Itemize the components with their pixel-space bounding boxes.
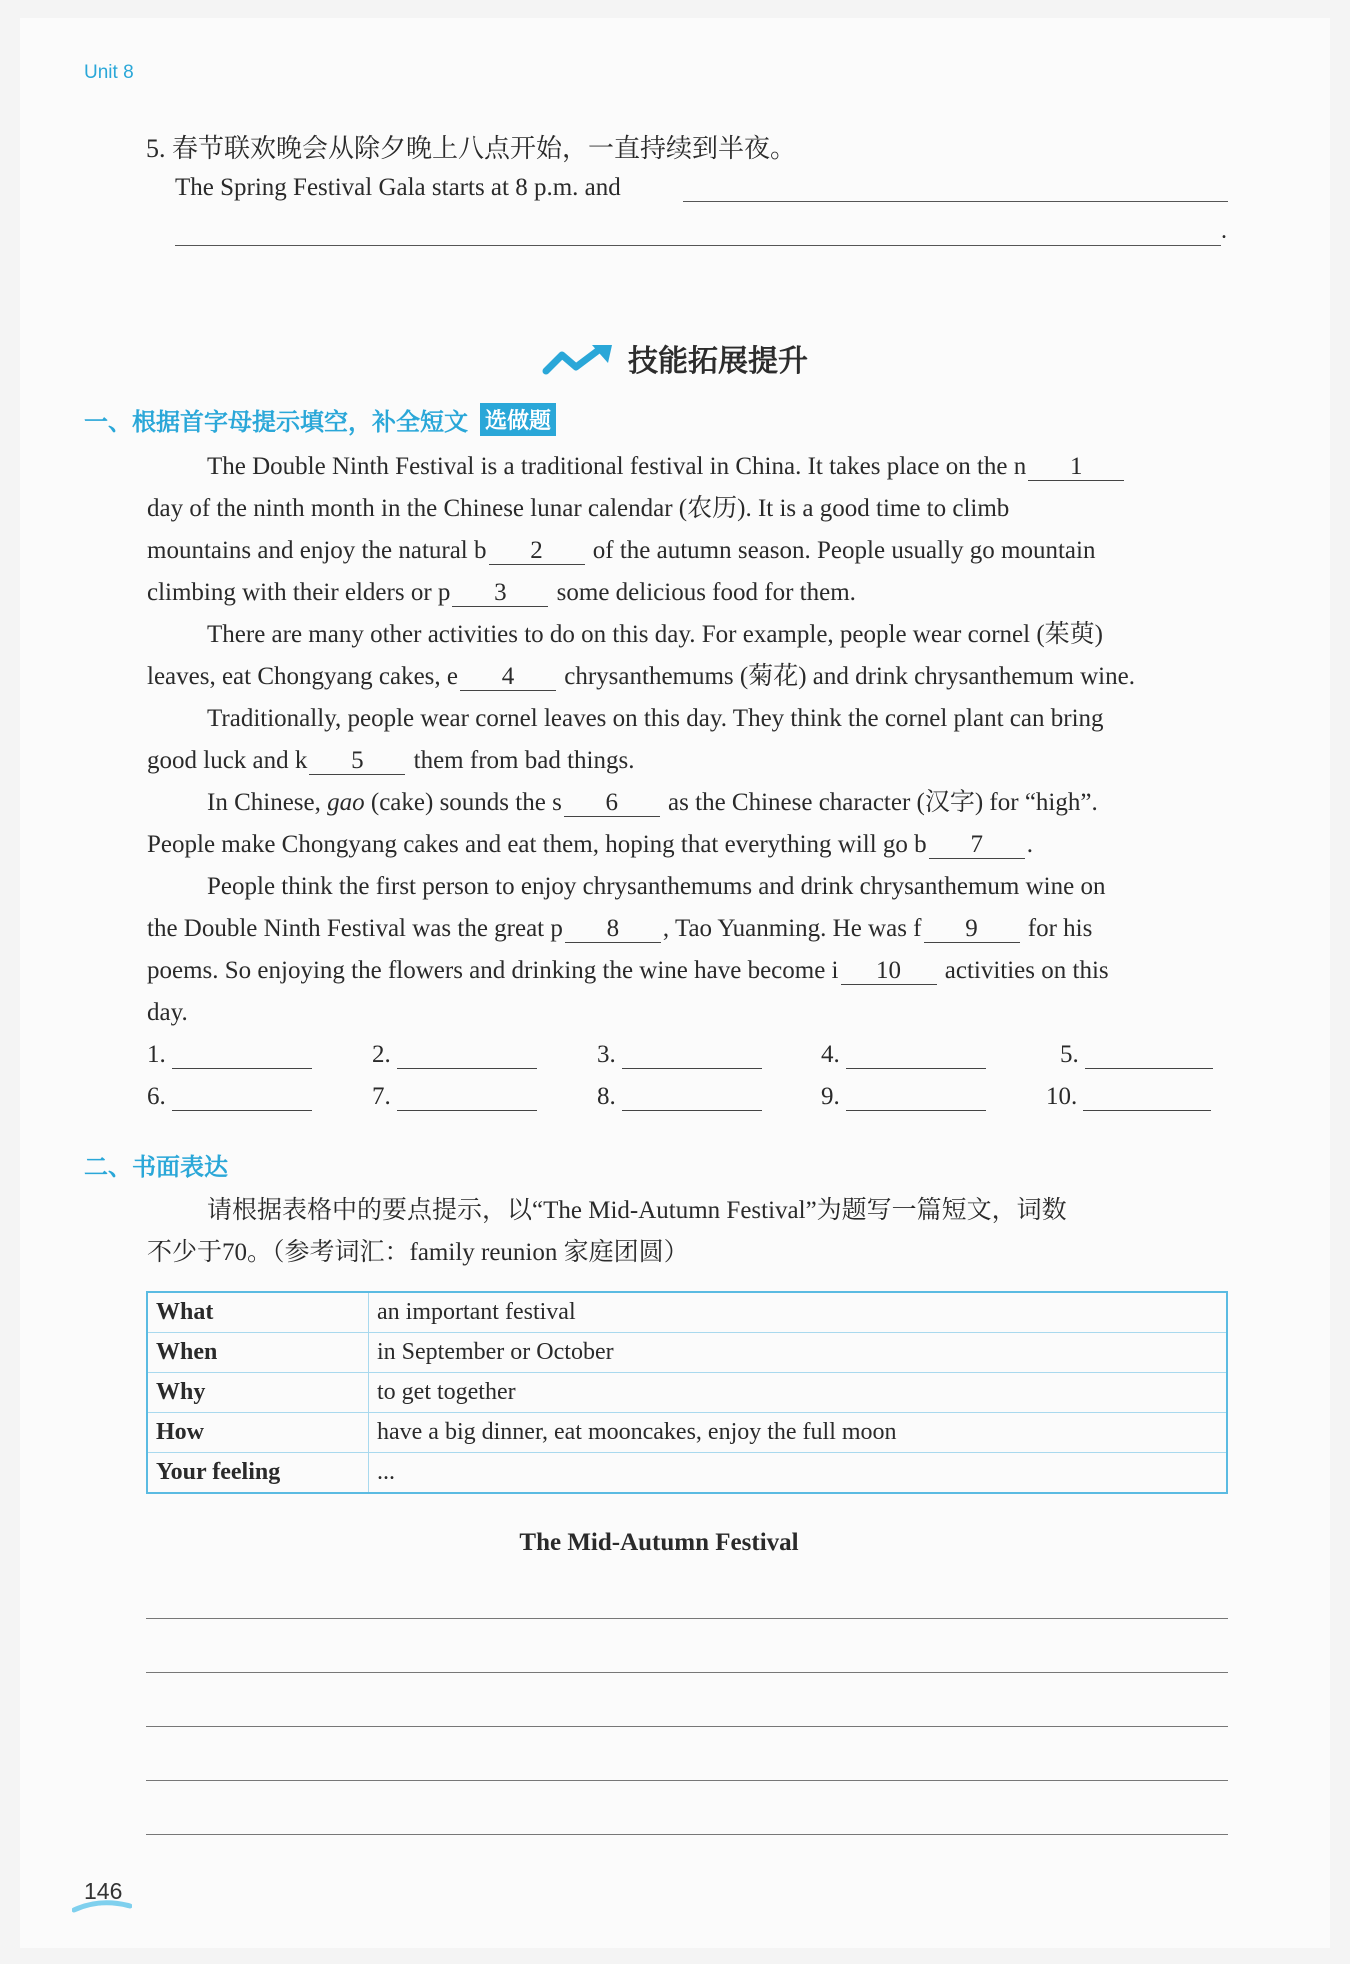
blank-6[interactable]: 6	[564, 790, 660, 817]
blank-8[interactable]: 8	[565, 916, 661, 943]
passage-text: poems. So enjoying the flowers and drinking the wine have become i	[147, 957, 839, 984]
table-key: Your feeling	[147, 1453, 369, 1494]
answer-line[interactable]	[846, 1084, 986, 1111]
answer-line[interactable]	[397, 1084, 537, 1111]
passage-line-1	[207, 452, 1126, 482]
answer-8	[597, 1083, 762, 1111]
answer-2	[372, 1041, 537, 1069]
answer-number: 1.	[147, 1041, 166, 1068]
table-row	[147, 1373, 1227, 1413]
blank-1[interactable]: 1	[1028, 454, 1124, 481]
passage-text: as the Chinese character (汉字) for “high”.	[661, 789, 1098, 816]
answer-4	[821, 1041, 986, 1069]
passage-text: .	[1026, 831, 1033, 858]
table-value: have a big dinner, eat mooncakes, enjoy the full moon	[369, 1413, 1228, 1453]
writing-line[interactable]	[146, 1834, 1228, 1835]
passage-text: for his	[1021, 915, 1093, 942]
passage-italic-word: gao	[327, 789, 365, 816]
sentence-end-dot: .	[1221, 218, 1227, 244]
passage-line-6	[147, 662, 1135, 692]
section-title-text: 技能拓展提升	[628, 344, 808, 379]
table-row	[147, 1292, 1227, 1333]
answer-number: 9.	[821, 1083, 840, 1110]
passage-line-10	[147, 830, 1033, 860]
passage-text: mountains and enjoy the natural b	[147, 537, 487, 564]
passage-line-9	[207, 788, 1098, 818]
blank-7[interactable]: 7	[929, 832, 1025, 859]
passage-text: chrysanthemums (菊花) and drink chrysanthemum wine.	[558, 663, 1135, 690]
writing-line[interactable]	[146, 1726, 1228, 1727]
unit-label: Unit 8	[84, 62, 134, 83]
passage-line-2	[147, 494, 1009, 524]
passage-text: the Double Ninth Festival was the great p	[147, 915, 563, 942]
passage-line-5	[207, 620, 1103, 650]
table-key: What	[147, 1292, 369, 1333]
passage-text: day.	[147, 999, 188, 1026]
part2-heading: 二、书面表达	[84, 1153, 228, 1181]
table-value: an important festival	[369, 1292, 1228, 1333]
table-value: ...	[369, 1453, 1228, 1494]
writing-line[interactable]	[146, 1780, 1228, 1781]
answer-1	[147, 1041, 312, 1069]
blank-10[interactable]: 10	[841, 958, 937, 985]
answer-7	[372, 1083, 537, 1111]
passage-text: There are many other activities to do on this day. For example, people wear cornel (茱萸)	[207, 621, 1103, 648]
part1-heading-text: 一、根据首字母提示填空，补全短文	[84, 408, 468, 436]
passage-text: day of the ninth month in the Chinese lunar calendar (农历). It is a good time to climb	[147, 495, 1010, 522]
blank-4[interactable]: 4	[460, 664, 556, 691]
answer-line[interactable]	[397, 1042, 537, 1069]
answer-line[interactable]	[172, 1042, 312, 1069]
answer-number: 2.	[372, 1041, 391, 1068]
answer-line[interactable]	[846, 1042, 986, 1069]
passage-line-14	[147, 998, 188, 1028]
answer-3	[597, 1041, 762, 1069]
table-value: in September or October	[369, 1333, 1228, 1373]
answer-number: 6.	[147, 1083, 166, 1110]
passage-text: The Double Ninth Festival is a traditional festival in China. It takes place on the n	[207, 453, 1027, 480]
passage-text: In Chinese,	[207, 789, 328, 816]
table-row	[147, 1453, 1227, 1494]
blank-9[interactable]: 9	[924, 916, 1020, 943]
page-number: 146	[84, 1878, 123, 1904]
answer-number: 3.	[597, 1041, 616, 1068]
writing-line[interactable]	[146, 1672, 1228, 1673]
answer-line[interactable]	[622, 1042, 762, 1069]
passage-text: good luck and k	[147, 747, 308, 774]
passage-line-13	[147, 956, 1109, 986]
passage-line-12	[147, 914, 1092, 944]
passage-line-4	[147, 578, 856, 608]
trend-up-icon	[542, 343, 614, 377]
passage-line-8	[147, 746, 634, 776]
passage-line-3	[147, 536, 1095, 566]
blank-2[interactable]: 2	[489, 538, 585, 565]
answer-line[interactable]	[1085, 1042, 1213, 1069]
passage-text: some delicious food for them.	[550, 579, 856, 606]
answer-number: 10.	[1046, 1083, 1078, 1110]
table-key: Why	[147, 1373, 369, 1413]
passage-text: climbing with their elders or p	[147, 579, 451, 606]
passage-text: People think the first person to enjoy chrysanthemums and drink chrysanthemum wine on	[207, 873, 1106, 900]
answer-10	[1046, 1083, 1211, 1111]
passage-text: (cake) sounds the s	[364, 789, 562, 816]
passage-line-7	[207, 704, 1104, 734]
passage-text: leaves, eat Chongyang cakes, e	[147, 663, 458, 690]
answer-line-q5-2[interactable]	[175, 245, 1221, 246]
section-title	[0, 336, 1350, 380]
answer-number: 4.	[821, 1041, 840, 1068]
table-row	[147, 1413, 1227, 1453]
answer-number: 8.	[597, 1083, 616, 1110]
blank-5[interactable]: 5	[309, 748, 405, 775]
passage-text: People make Chongyang cakes and eat them, hoping that everything will go b	[147, 831, 927, 858]
table-row	[147, 1333, 1227, 1373]
answer-9	[821, 1083, 986, 1111]
answer-line[interactable]	[622, 1084, 762, 1111]
passage-text: of the autumn season. People usually go mountain	[586, 537, 1096, 564]
optional-badge: 选做题	[480, 403, 556, 436]
essay-title: The Mid-Autumn Festival	[519, 1529, 799, 1556]
passage-text: activities on this	[938, 957, 1109, 984]
table-value: to get together	[369, 1373, 1228, 1413]
passage-text: them from bad things.	[407, 747, 635, 774]
writing-prompt-line-2: 不少于70。（参考词汇：family reunion 家庭团圆）	[147, 1239, 689, 1266]
answer-line[interactable]	[1083, 1084, 1211, 1111]
key-points-table	[146, 1291, 1228, 1494]
passage-line-11	[207, 872, 1105, 902]
table-key: When	[147, 1333, 369, 1373]
answer-number: 7.	[372, 1083, 391, 1110]
answer-5	[1060, 1041, 1213, 1069]
answer-number: 5.	[1060, 1041, 1079, 1068]
blank-3[interactable]: 3	[452, 580, 548, 607]
answer-line-q5-1[interactable]	[683, 201, 1228, 202]
writing-prompt-line-1: 请根据表格中的要点提示，以“The Mid-Autumn Festival”为题写一篇短文，词数	[207, 1197, 1067, 1224]
question-5-english: The Spring Festival Gala starts at 8 p.m. and	[175, 174, 621, 201]
part1-heading	[84, 402, 556, 437]
question-5-chinese: 5. 春节联欢晚会从除夕晚上八点开始，一直持续到半夜。	[146, 134, 797, 163]
writing-line[interactable]	[146, 1618, 1228, 1619]
passage-text: , Tao Yuanming. He was f	[662, 915, 922, 942]
answer-6	[147, 1083, 312, 1111]
table-key: How	[147, 1413, 369, 1453]
answer-line[interactable]	[172, 1084, 312, 1111]
passage-text: Traditionally, people wear cornel leaves on this day. They think the cornel plant can bring	[207, 705, 1104, 732]
